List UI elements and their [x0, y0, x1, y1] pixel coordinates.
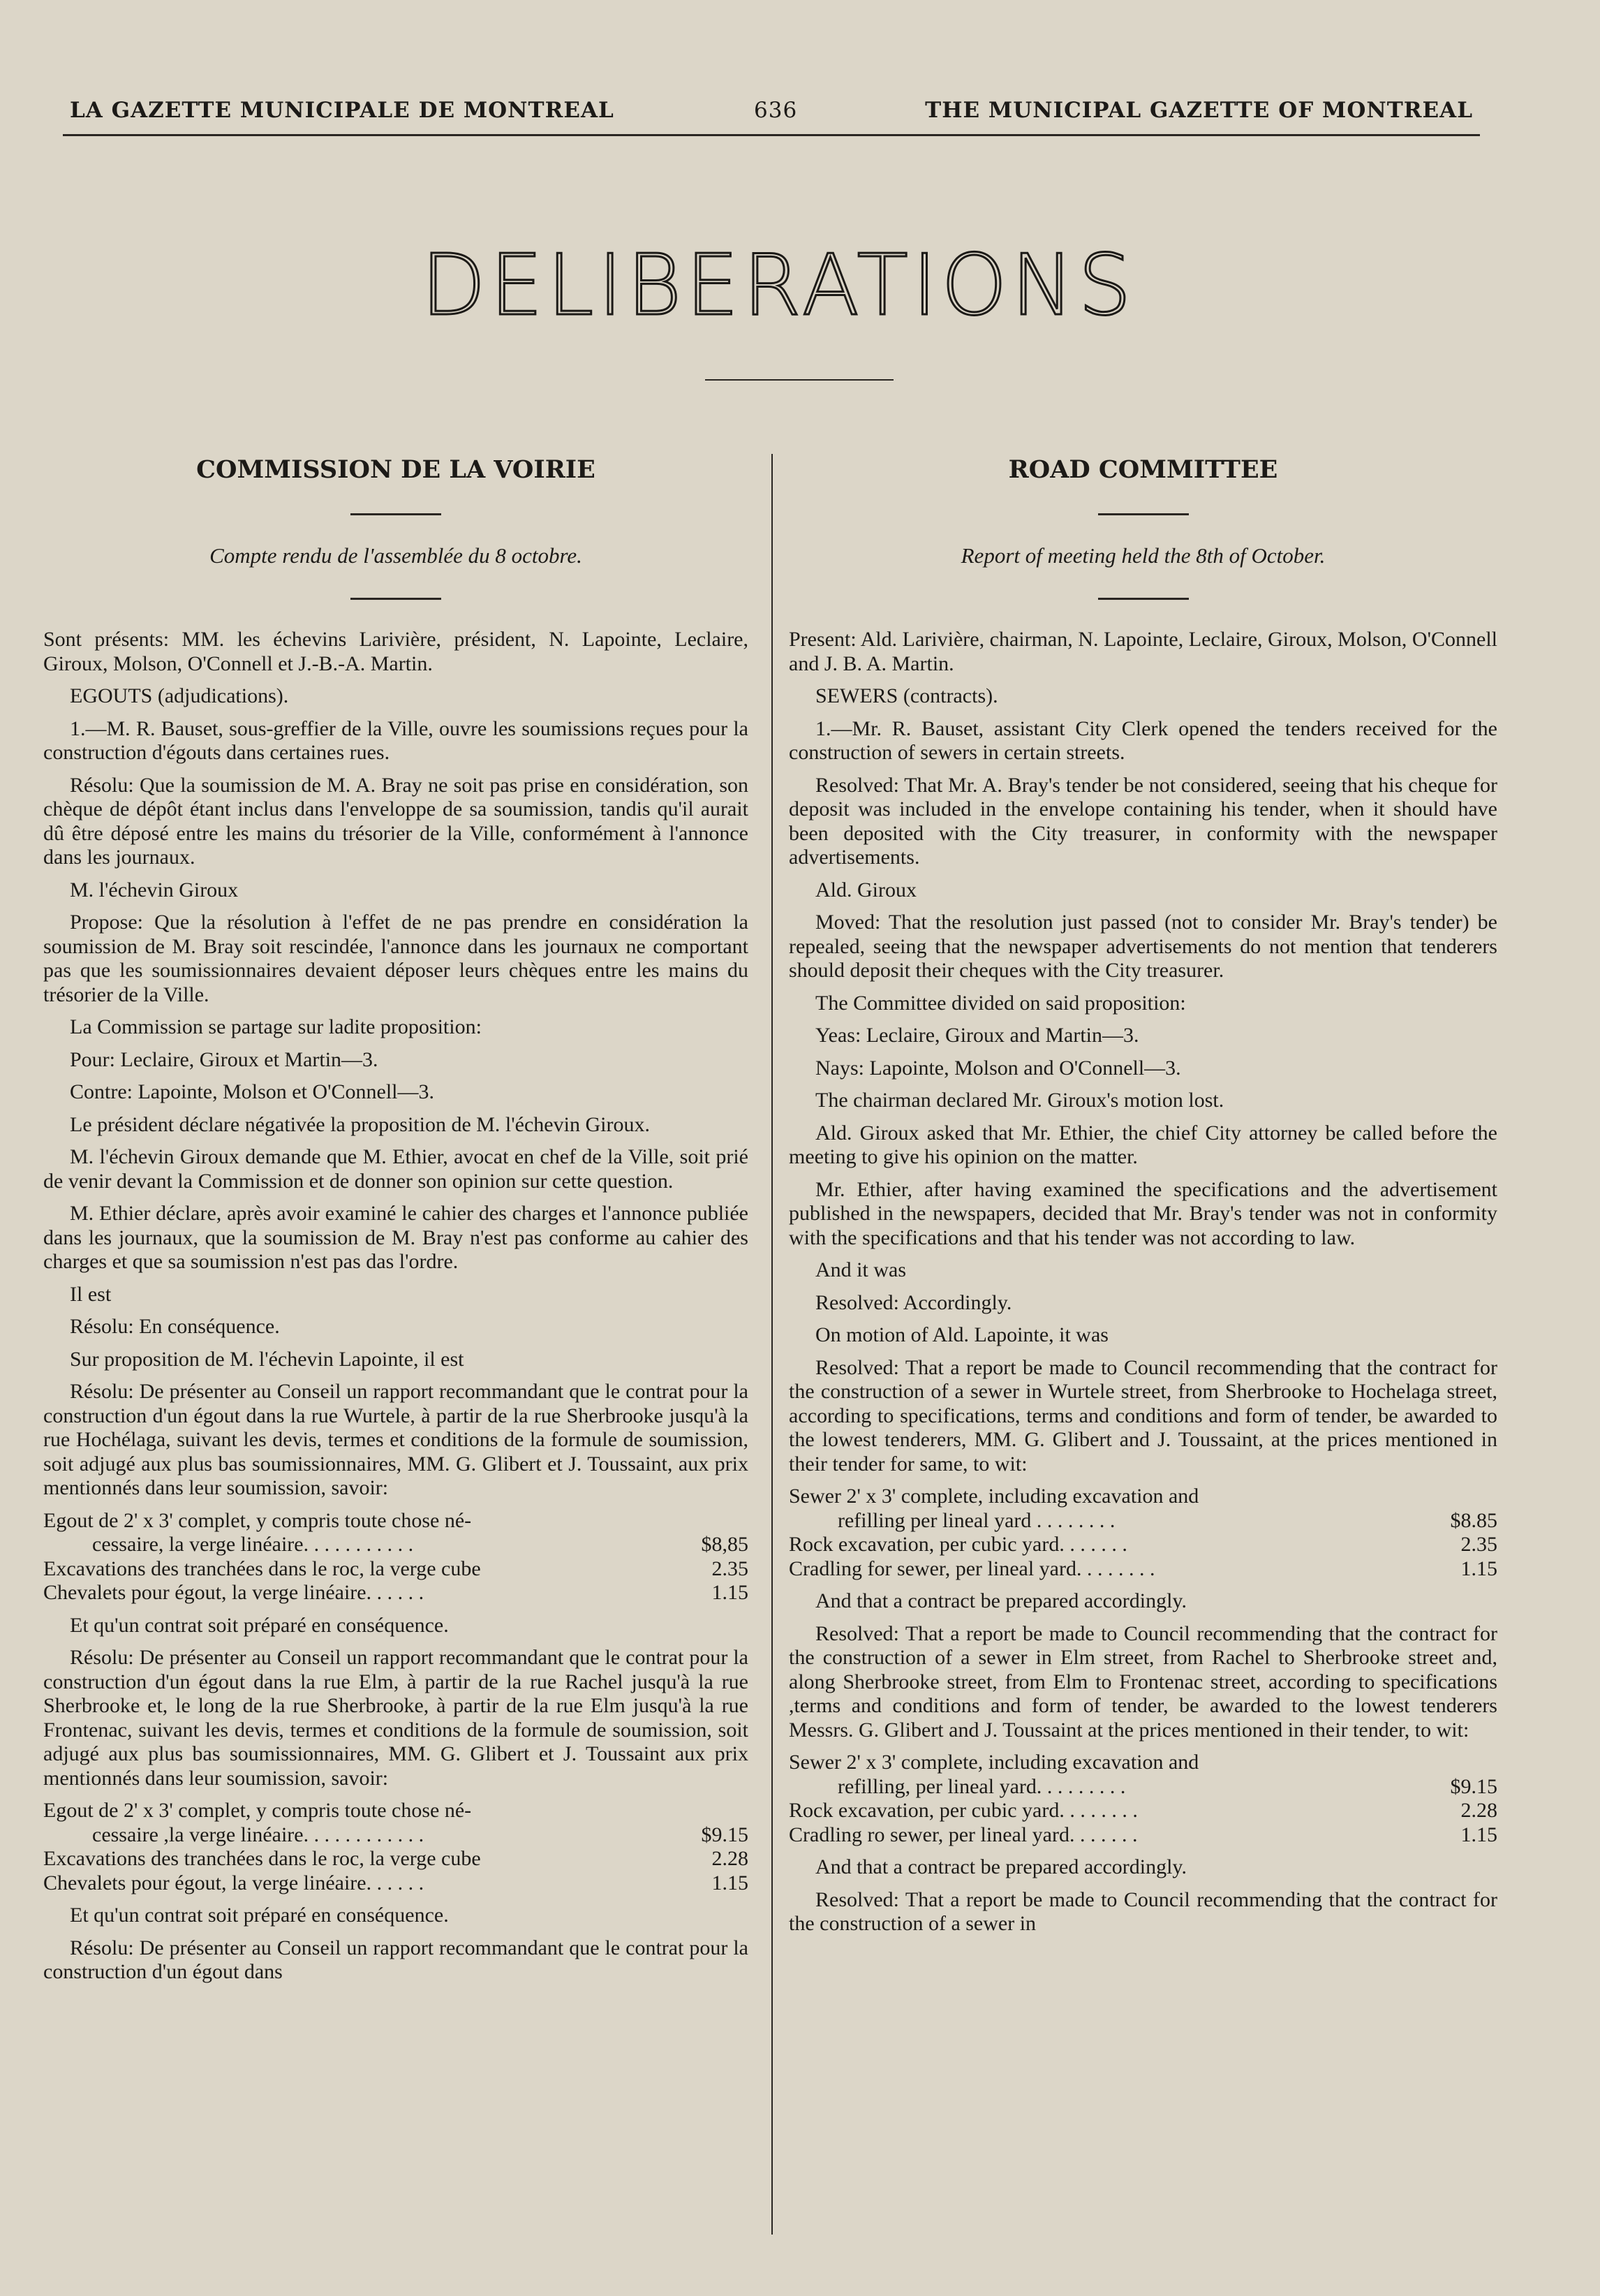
paragraph: The Committee divided on said proposition:	[815, 991, 1186, 1015]
running-header	[70, 98, 1473, 133]
paragraph: And that a contract be prepared accordingly.	[815, 1589, 1187, 1612]
price-row	[43, 1557, 748, 1582]
price-value: $9.15	[1450, 1774, 1497, 1798]
price-table	[789, 1751, 1497, 1847]
price-value: 1.15	[1460, 1823, 1497, 1846]
price-item: Egout de 2' x 3' complet, y compris toute chose né-	[43, 1508, 472, 1532]
price-row	[43, 1533, 748, 1557]
paragraph: And that a contract be prepared accordingly.	[815, 1855, 1187, 1878]
price-row	[789, 1533, 1497, 1557]
price-row	[43, 1799, 748, 1823]
paragraph: Resolved: That a report be made to Council recommending that the contract for the construction of a sewer in	[789, 1887, 1497, 1935]
price-row	[789, 1751, 1497, 1775]
price-row	[789, 1823, 1497, 1848]
price-value: 1.15	[1460, 1557, 1497, 1580]
price-row	[43, 1581, 748, 1605]
price-value	[1421, 1485, 1497, 1509]
paragraph: Moved: That the resolution just passed (not to consider Mr. Bray's tender) be repealed, seeing that the newspaper advertisements do not mention that tenderers should deposit their cheques with the City treasurer.	[789, 911, 1497, 982]
price-item: Sewer 2' x 3' complete, including excavation and	[789, 1751, 1199, 1774]
header-right: THE MUNICIPAL GAZETTE OF MONTREAL	[925, 98, 1473, 123]
price-row	[789, 1485, 1497, 1509]
paragraph: Yeas: Leclaire, Giroux and Martin—3.	[815, 1024, 1139, 1047]
price-value	[672, 1509, 748, 1533]
price-item: Cradling ro sewer, per lineal yard. . . . . . .	[789, 1823, 1138, 1846]
paragraph: Sur proposition de M. l'échevin Lapointe, il est	[70, 1347, 464, 1371]
paragraph: Ald. Giroux	[815, 878, 917, 902]
paragraph: Resolved: Accordingly.	[815, 1290, 1012, 1314]
paragraph: Et qu'un contrat soit préparé en conséquence.	[70, 1613, 449, 1637]
price-item: cessaire, la verge linéaire. . . . . . . . . . .	[92, 1533, 414, 1556]
paragraph: M. Ethier déclare, après avoir examiné le cahier des charges et l'annonce publiée dans les journaux, que la soumission de M. Bray n'est pas conforme au cahier des charges et que sa soumission n'est pas das l'ordre.	[43, 1202, 748, 1273]
paragraph: Propose: Que la résolution à l'effet de ne pas prendre en considération la soumission de M. Bray soit rescindée, l'annonce dans les journaux ne comportant pas que les soumissionnaires devaient déposer leurs chèques entre les mains du trésorier de la Ville.	[43, 911, 748, 1006]
price-item: refilling, per lineal yard. . . . . . . . .	[838, 1774, 1126, 1798]
section-rule	[350, 513, 441, 515]
price-row	[789, 1509, 1497, 1533]
price-value	[672, 1799, 748, 1823]
paragraph: Et qu'un contrat soit préparé en conséquence.	[70, 1904, 449, 1927]
price-value: 2.35	[711, 1557, 748, 1580]
french-column	[43, 447, 748, 1993]
section-rule	[1098, 513, 1189, 515]
paragraph: Resolved: That Mr. A. Bray's tender be not considered, seeing that his cheque for deposit was included in the envelope containing his tender, when it should have been deposited with the City treasurer, in conformity with the newspaper advertisements.	[789, 773, 1497, 869]
paragraph: Resolved: That a report be made to Council recommending that the contract for the construction of a sewer in Elm street, from Rachel to Sherbrooke street and, along Sherbrooke street, from Elm to Frontenac street, according to specifications ,terms and conditions and form of tender, be awarded to the lowest tenderers Messrs. G. Glibert and J. Toussaint at the prices mentioned in their tender, to wit:	[789, 1621, 1497, 1742]
column-divider	[771, 454, 773, 2235]
price-item: refilling per lineal yard . . . . . . . .	[838, 1508, 1116, 1532]
paragraph: Résolu: En conséquence.	[70, 1315, 280, 1338]
price-item: Chevalets pour égout, la verge linéaire. . . . . .	[43, 1581, 424, 1604]
paragraph: Pour: Leclaire, Giroux et Martin—3.	[70, 1047, 378, 1071]
english-section-heading: ROAD COMMITTEE	[1008, 455, 1278, 484]
paragraph: 1.—M. R. Bauset, sous-greffier de la Ville, ouvre les soumissions reçues pour la construction d'égouts dans certaines rues.	[43, 716, 748, 764]
french-subtitle: Compte rendu de l'assemblée du 8 octobre.	[209, 543, 582, 568]
french-section-heading: COMMISSION DE LA VOIRIE	[196, 455, 595, 484]
price-row	[43, 1823, 748, 1848]
section-rule	[350, 598, 441, 600]
price-row	[43, 1847, 748, 1871]
price-table	[43, 1799, 748, 1895]
paragraph: And it was	[815, 1258, 906, 1281]
title-rule	[705, 379, 894, 381]
price-value: 1.15	[711, 1581, 748, 1604]
paragraph: Résolu: De présenter au Conseil un rapport recommandant que le contrat pour la construction d'un égout dans la rue Wurtele, à partir de la rue Sherbrooke jusqu'à la rue Hochélaga, suivant les devis, termes et conditions de la formule de soumission, soit adjugé aux plus bas soumissionnaires, MM. G. Glibert et J. Toussaint, aux prix mentionnés dans leur soumission, savoir:	[43, 1380, 748, 1499]
price-item: Chevalets pour égout, la verge linéaire. . . . . .	[43, 1871, 424, 1894]
paragraph: On motion of Ald. Lapointe, it was	[815, 1323, 1109, 1346]
price-item: Excavations des tranchées dans le roc, la verge cube	[43, 1557, 481, 1580]
price-item: Rock excavation, per cubic yard. . . . . . . .	[789, 1799, 1138, 1822]
header-rule	[63, 134, 1480, 136]
price-item: Sewer 2' x 3' complete, including excavation and	[789, 1485, 1199, 1508]
paragraph: The chairman declared Mr. Giroux's motion lost.	[815, 1089, 1224, 1112]
page-title: DELIBERATIONS	[421, 237, 1136, 334]
price-item: Egout de 2' x 3' complet, y compris toute chose né-	[43, 1799, 472, 1822]
price-value	[1421, 1751, 1497, 1775]
price-value: $9.15	[701, 1823, 748, 1846]
paragraph: EGOUTS (adjudications).	[70, 684, 289, 707]
price-value: 2.28	[1460, 1799, 1497, 1822]
paragraph: Il est	[70, 1282, 112, 1306]
price-table	[789, 1485, 1497, 1581]
price-row	[789, 1775, 1497, 1800]
paragraph: Nays: Lapointe, Molson and O'Connell—3.	[815, 1056, 1181, 1080]
price-value: $8,85	[701, 1533, 748, 1556]
price-item: Cradling for sewer, per lineal yard. . . . . . . .	[789, 1557, 1155, 1580]
english-subtitle: Report of meeting held the 8th of October.	[961, 543, 1326, 568]
paragraph: Résolu: De présenter au Conseil un rapport recommandant que le contrat pour la construction d'un égout dans	[43, 1936, 748, 1983]
price-value: 1.15	[711, 1871, 748, 1894]
paragraph: Contre: Lapointe, Molson et O'Connell—3.	[70, 1080, 435, 1103]
price-row	[43, 1871, 748, 1896]
header-left: LA GAZETTE MUNICIPALE DE MONTREAL	[70, 98, 614, 123]
paragraph: La Commission se partage sur ladite proposition:	[70, 1015, 482, 1038]
paragraph: Sont présents: MM. les échevins Larivière, président, N. Lapointe, Leclaire, Giroux, Molson, O'Connell et J.-B.-A. Martin.	[43, 628, 748, 675]
price-row	[789, 1799, 1497, 1823]
paragraph: Ald. Giroux asked that Mr. Ethier, the chief City attorney be called before the meeting to give his opinion on the matter.	[789, 1121, 1497, 1168]
english-column	[789, 447, 1497, 1945]
price-item: Rock excavation, per cubic yard. . . . . . .	[789, 1533, 1127, 1556]
paragraph: Résolu: De présenter au Conseil un rapport recommandant que le contrat pour la construction d'un égout dans la rue Elm, à partir de la rue Rachel jusqu'à la rue Sherbrooke et, le long de la rue Sherbrooke, à partir de la rue Elm jusqu'à la rue Frontenac, suivant les devis, termes et conditions de la formule de soumission, soit adjugé aux plus bas soumissionnaires, MM. G. Glibert et J. Toussaint aux prix mentionnés dans leur soumission, savoir:	[43, 1646, 748, 1790]
paragraph: M. l'échevin Giroux	[70, 878, 239, 902]
paragraph: Mr. Ethier, after having examined the specifications and the advertisement published in the newspapers, decided that Mr. Bray's tender was not in conformity with the specifications and that his tender was not according to law.	[789, 1177, 1497, 1249]
price-row	[789, 1557, 1497, 1582]
price-item: cessaire ,la verge linéaire. . . . . . . . . . . .	[92, 1823, 424, 1846]
price-value: $8.85	[1450, 1508, 1497, 1532]
price-value: 2.28	[711, 1847, 748, 1870]
paragraph: M. l'échevin Giroux demande que M. Ethier, avocat en chef de la Ville, soit prié de venir devant la Commission et de donner son opinion sur cette question.	[43, 1145, 748, 1193]
price-row	[43, 1509, 748, 1533]
price-item: Excavations des tranchées dans le roc, la verge cube	[43, 1847, 481, 1870]
section-rule	[1098, 598, 1189, 600]
price-table	[43, 1509, 748, 1605]
paragraph: Present: Ald. Larivière, chairman, N. Lapointe, Leclaire, Giroux, Molson, O'Connell and J. B. A. Martin.	[789, 628, 1497, 675]
paragraph: SEWERS (contracts).	[815, 684, 998, 707]
price-value: 2.35	[1460, 1533, 1497, 1556]
paragraph: Le président déclare négativée la proposition de M. l'échevin Giroux.	[70, 1112, 650, 1136]
paragraph: Résolu: Que la soumission de M. A. Bray ne soit pas prise en considération, son chèque de dépôt étant inclus dans l'enveloppe de sa soumission, tandis qu'il aurait dû être déposé entre les mains du trésorier de la Ville, conformément à l'annonce dans les journaux.	[43, 773, 748, 869]
page-number: 636	[754, 98, 798, 123]
paragraph: Resolved: That a report be made to Council recommending that the contract for the construction of a sewer in Wurtele street, from Sherbrooke to Hochelaga street, according to specifications, terms and conditions and form of tender, be awarded to the lowest tenderers, MM. G. Glibert and J. Toussaint, at the prices mentioned in their tender for same, to wit:	[789, 1355, 1497, 1476]
paragraph: 1.—Mr. R. Bauset, assistant City Clerk opened the tenders received for the construction of sewers in certain streets.	[789, 716, 1497, 764]
